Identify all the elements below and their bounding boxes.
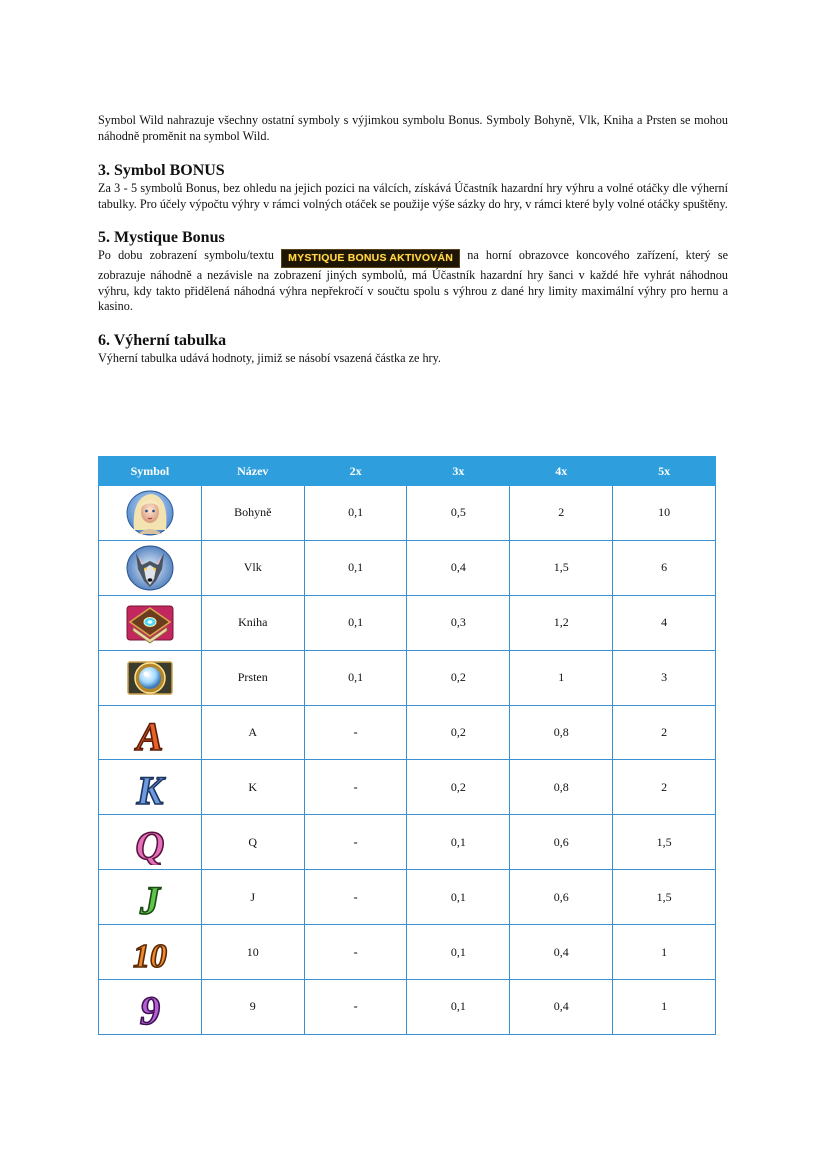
- symbol-name: Prsten: [201, 650, 304, 705]
- payout-3x: 0,1: [407, 870, 510, 925]
- table-row: [99, 870, 716, 925]
- symbol-cell: [99, 980, 202, 1035]
- payout-5x: 6: [613, 540, 716, 595]
- paytable-header-row: [99, 457, 716, 486]
- payout-4x: 0,6: [510, 815, 613, 870]
- letter-j-icon: [124, 874, 176, 920]
- bonus-paragraph: Za 3 - 5 symbolů Bonus, bez ohledu na jejich pozici na válcích, získává Účastník hazardní hry výhru a volné otáčky dle výherní tabulky. Pro účely výpočtu výhry v rámci volných otáček se použije výše sázky do hry, v rámci které byly volné otáčky spuštěny.: [98, 181, 728, 211]
- payout-3x: 0,3: [407, 595, 510, 650]
- wild-paragraph: Symbol Wild nahrazuje všechny ostatní symboly s výjimkou symbolu Bonus. Symboly Bohyně, Vlk, Kniha a Prsten se mohou náhodně proměnit na symbol Wild.: [98, 113, 728, 143]
- payout-2x: 0,1: [304, 540, 407, 595]
- table-row: [99, 980, 716, 1035]
- symbol-name: 10: [201, 925, 304, 980]
- symbol-name: A: [201, 705, 304, 760]
- symbol-cell: [99, 870, 202, 925]
- payout-3x: 0,2: [407, 705, 510, 760]
- letter-q-glyph: Q: [135, 823, 165, 866]
- payout-4x: 0,8: [510, 705, 613, 760]
- document-body: [98, 113, 728, 366]
- payout-2x: -: [304, 815, 407, 870]
- payout-2x: 0,1: [304, 595, 407, 650]
- heading-symbol-bonus: 3. Symbol BONUS: [98, 162, 225, 179]
- payout-3x: 0,1: [407, 815, 510, 870]
- paytable-intro: Výherní tabulka udává hodnoty, jimiž se násobí vsazená částka ze hry.: [98, 350, 441, 365]
- symbol-name: Vlk: [201, 540, 304, 595]
- symbol-cell: [99, 595, 202, 650]
- heading-mystique-bonus: 5. Mystique Bonus: [98, 229, 225, 246]
- symbol-name: K: [201, 760, 304, 815]
- payout-3x: 0,5: [407, 486, 510, 541]
- symbol-cell: [99, 760, 202, 815]
- number-9-icon: [124, 984, 176, 1030]
- letter-a-glyph: A: [136, 713, 164, 756]
- payout-3x: 0,2: [407, 760, 510, 815]
- table-row: [99, 595, 716, 650]
- col-header-2x: 2x: [304, 457, 407, 486]
- letter-j-glyph: J: [139, 878, 160, 921]
- symbol-name: 9: [201, 980, 304, 1035]
- number-10-icon: [124, 929, 176, 975]
- symbol-name: Bohyně: [201, 486, 304, 541]
- payout-5x: 4: [613, 595, 716, 650]
- payout-5x: 1,5: [613, 870, 716, 925]
- payout-5x: 1,5: [613, 815, 716, 870]
- table-row: [99, 925, 716, 980]
- payout-5x: 1: [613, 925, 716, 980]
- payout-2x: 0,1: [304, 486, 407, 541]
- payout-3x: 0,1: [407, 980, 510, 1035]
- paytable: [98, 456, 716, 1035]
- wolf-icon: [124, 545, 176, 591]
- payout-5x: 3: [613, 650, 716, 705]
- number-9-glyph: 9: [139, 987, 160, 1030]
- payout-2x: -: [304, 980, 407, 1035]
- payout-3x: 0,4: [407, 540, 510, 595]
- symbol-name: J: [201, 870, 304, 925]
- symbol-cell: [99, 650, 202, 705]
- ring-icon: [124, 655, 176, 701]
- table-row: [99, 486, 716, 541]
- letter-k-icon: [124, 764, 176, 810]
- payout-5x: 1: [613, 980, 716, 1035]
- payout-4x: 0,4: [510, 980, 613, 1035]
- payout-4x: 2: [510, 486, 613, 541]
- col-header-4x: 4x: [510, 457, 613, 486]
- payout-5x: 2: [613, 705, 716, 760]
- book-icon: [124, 600, 176, 646]
- col-header-5x: 5x: [613, 457, 716, 486]
- mystique-paragraph: [98, 248, 728, 315]
- col-header-3x: 3x: [407, 457, 510, 486]
- symbol-cell: [99, 486, 202, 541]
- payout-2x: -: [304, 925, 407, 980]
- payout-4x: 1,2: [510, 595, 613, 650]
- symbol-cell: [99, 925, 202, 980]
- payout-3x: 0,2: [407, 650, 510, 705]
- payout-4x: 1,5: [510, 540, 613, 595]
- col-header-name: Název: [201, 457, 304, 486]
- symbol-cell: [99, 705, 202, 760]
- symbol-cell: [99, 815, 202, 870]
- letter-k-glyph: K: [136, 768, 164, 811]
- goddess-icon: [124, 490, 176, 536]
- mystique-text-after: na horní obrazovce koncového zařízení, který se zobrazuje náhodně a nezávisle na zobrazení jiných symbolů, má Účastník hazardní hry šanci v každé hře vyhrát náhodnou výhru, kdy takto přidělená náhodná výhra nepřekročí v součtu spolu s výhrou z dané hry limity maximální výhry pro hernu a kasino.: [98, 248, 729, 313]
- payout-5x: 2: [613, 760, 716, 815]
- symbol-name: Q: [201, 815, 304, 870]
- letter-a-icon: [124, 710, 176, 756]
- payout-4x: 1: [510, 650, 613, 705]
- col-header-symbol: Symbol: [99, 457, 202, 486]
- symbol-name: Kniha: [201, 595, 304, 650]
- mystique-text-before: Po dobu zobrazení symbolu/textu: [98, 248, 274, 262]
- payout-4x: 0,8: [510, 760, 613, 815]
- table-row: [99, 760, 716, 815]
- payout-4x: 0,4: [510, 925, 613, 980]
- payout-2x: -: [304, 760, 407, 815]
- table-row: [99, 705, 716, 760]
- payout-4x: 0,6: [510, 870, 613, 925]
- payout-2x: -: [304, 870, 407, 925]
- table-row: [99, 650, 716, 705]
- payout-5x: 10: [613, 486, 716, 541]
- table-row: [99, 540, 716, 595]
- symbol-cell: [99, 540, 202, 595]
- payout-2x: 0,1: [304, 650, 407, 705]
- letter-q-icon: [124, 819, 176, 865]
- payout-3x: 0,1: [407, 925, 510, 980]
- heading-paytable: 6. Výherní tabulka: [98, 331, 227, 349]
- number-10-glyph: 10: [132, 938, 167, 976]
- mystique-bonus-badge: MYSTIQUE BONUS AKTIVOVÁN: [281, 249, 460, 268]
- payout-2x: -: [304, 705, 407, 760]
- table-row: [99, 815, 716, 870]
